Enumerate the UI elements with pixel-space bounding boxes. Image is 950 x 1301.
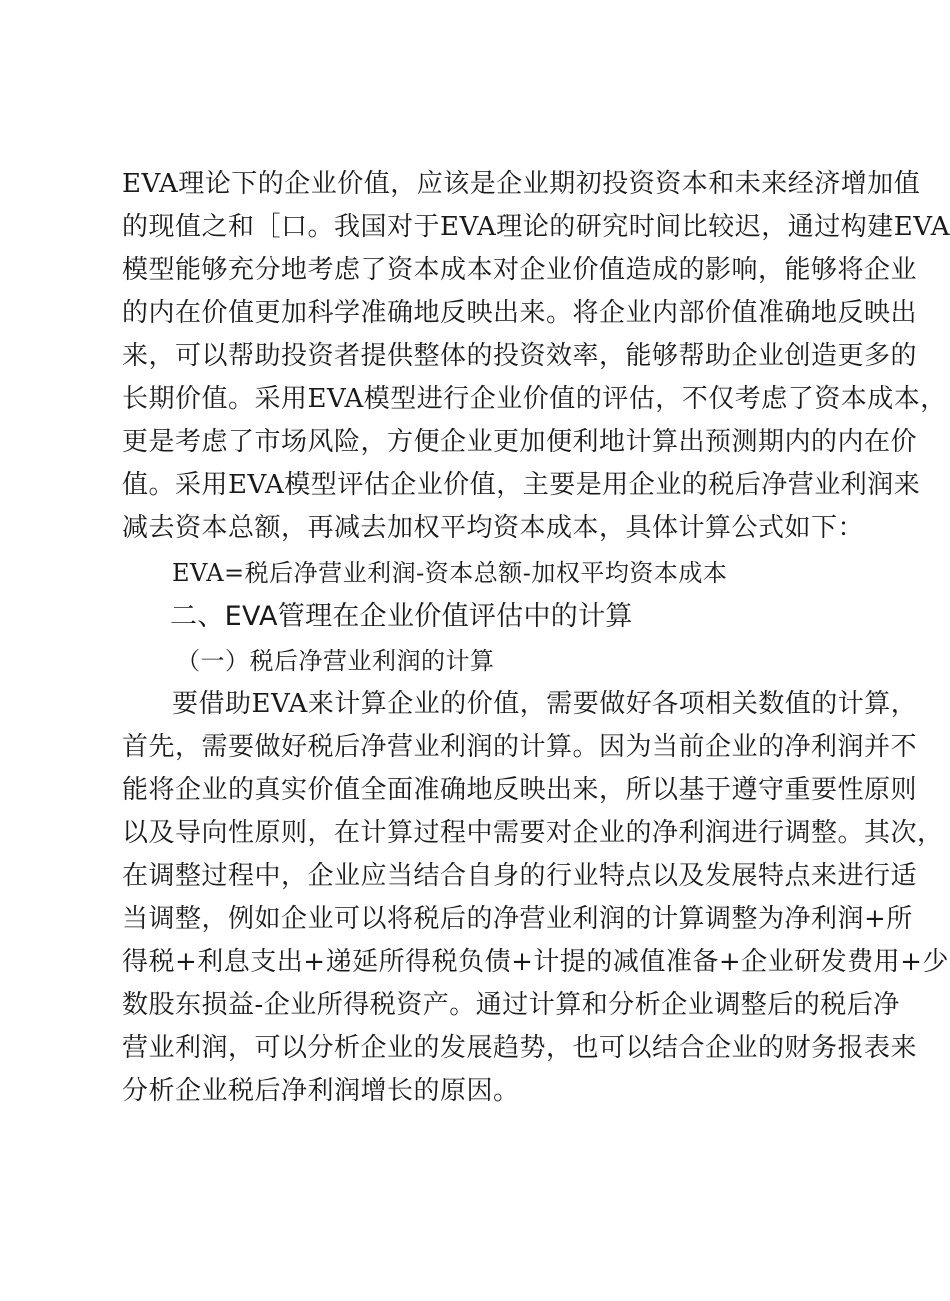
body-line: 要借助EVA来计算企业的价值，需要做好各项相关数值的计算， <box>172 689 918 719</box>
body-line: 模型能够充分地考虑了资本成本对企业价值造成的影响，能够将企业 <box>122 255 918 285</box>
subsection-heading: （一）税后净营业利润的计算 <box>176 647 495 675</box>
body-line: 当调整，例如企业可以将税后的净营业利润的计算调整为净利润+所 <box>122 904 913 934</box>
body-line: 首先，需要做好税后净营业利润的计算。因为当前企业的净利润并不 <box>122 732 918 762</box>
body-line: 的内在价值更加科学准确地反映出来。将企业内部价值准确地反映出 <box>122 298 918 328</box>
body-line: 以及导向性原则，在计算过程中需要对企业的净利润进行调整。其次， <box>122 818 944 848</box>
body-line: 得税+利息支出+递延所得税负债+计提的减值准备+企业研发费用+少 <box>122 947 949 977</box>
section-heading: 二、EVA管理在企业价值评估中的计算 <box>170 601 633 632</box>
body-line: 营业利润，可以分析企业的发展趋势，也可以结合企业的财务报表来 <box>122 1033 918 1063</box>
body-line: 来，可以帮助投资者提供整体的投资效率，能够帮助企业创造更多的 <box>122 341 918 371</box>
body-line: 长期价值。采用EVA模型进行企业价值的评估，不仅考虑了资本成本， <box>122 384 947 414</box>
body-line: 更是考虑了市场风险，方便企业更加便利地计算出预测期内的内在价 <box>122 427 918 457</box>
body-line: 的现值之和［口。我国对于EVA理论的研究时间比较迟，通过构建EVA <box>122 212 950 242</box>
body-line: 减去资本总额，再减去加权平均资本成本，具体计算公式如下： <box>122 513 865 543</box>
body-line: 数股东损益-企业所得税资产。通过计算和分析企业调整后的税后净 <box>122 990 900 1020</box>
body-line: 能将企业的真实价值全面准确地反映出来，所以基于遵守重要性原则 <box>122 775 918 805</box>
body-line: 在调整过程中，企业应当结合自身的行业特点以及发展特点来进行适 <box>122 861 918 891</box>
body-line: 值。采用EVA模型评估企业价值，主要是用企业的税后净营业利润来 <box>122 470 921 500</box>
eva-formula: EVA=税后净营业利润-资本总额-加权平均资本成本 <box>172 559 728 587</box>
body-line: EVA理论下的企业价值，应该是企业期初投资资本和未来经济增加值 <box>122 169 921 199</box>
body-line: 分析企业税后净利润增长的原因。 <box>122 1076 520 1106</box>
